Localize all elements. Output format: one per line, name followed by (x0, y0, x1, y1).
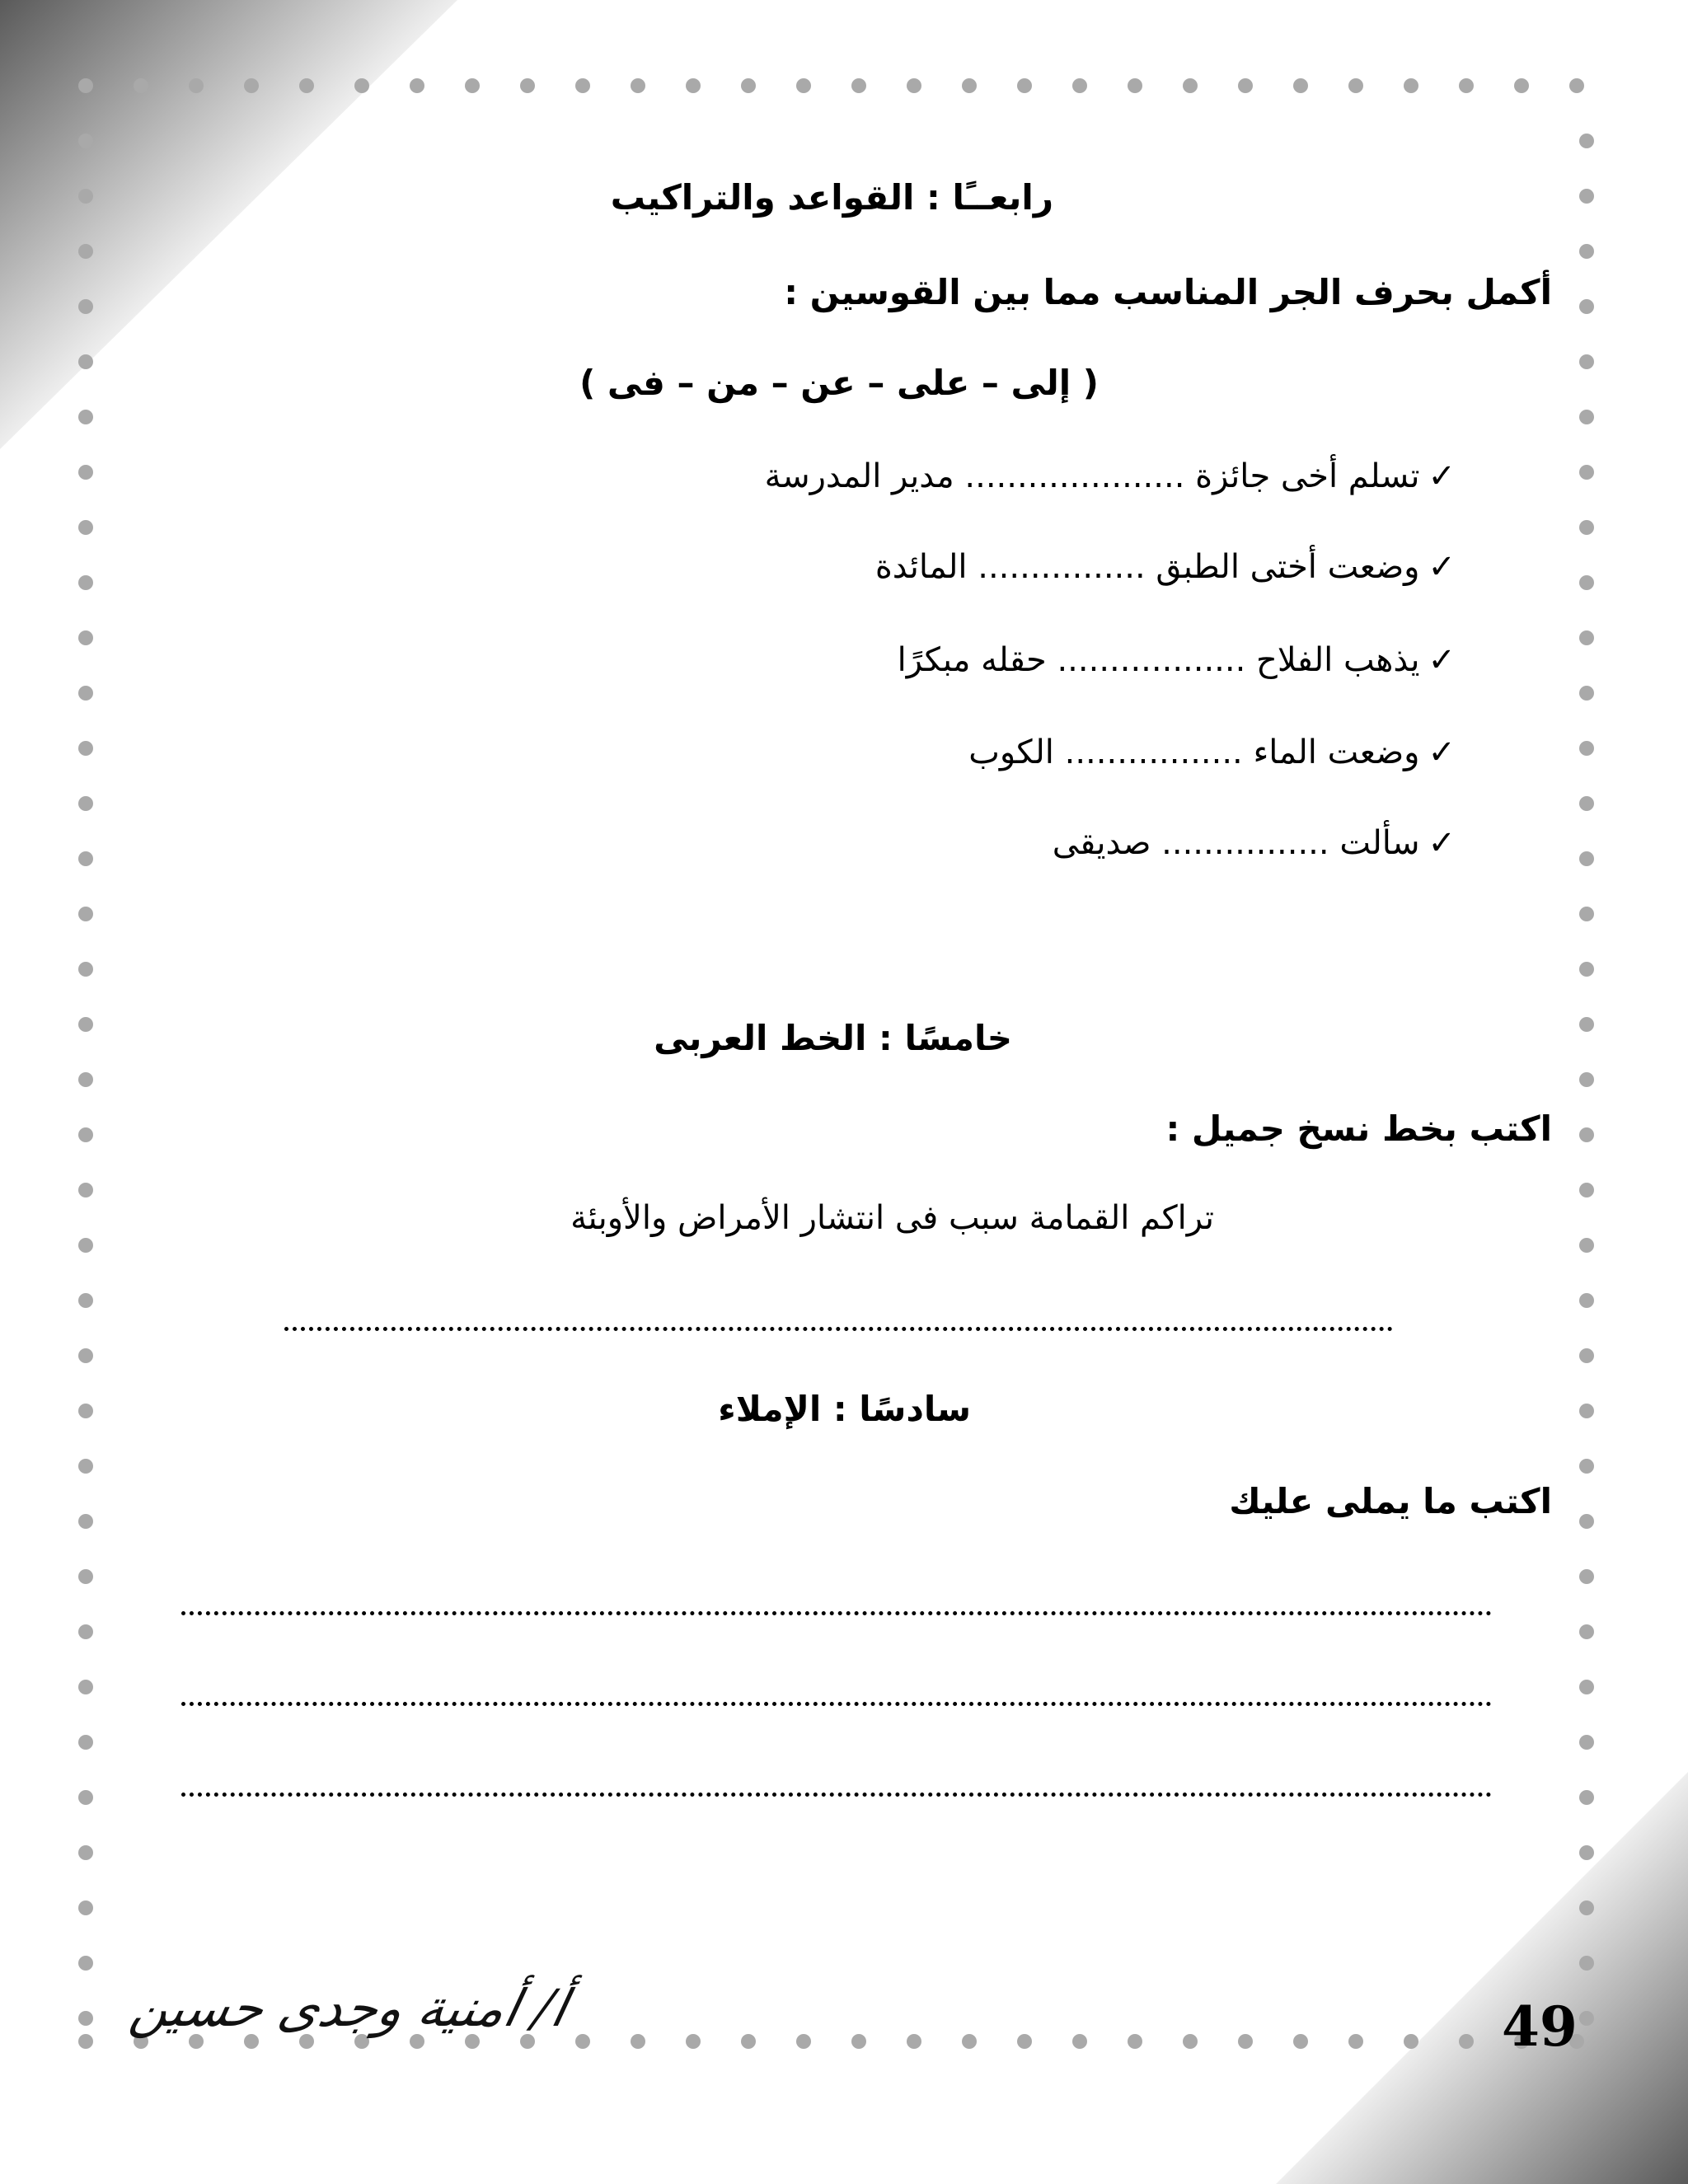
border-dot (1579, 2011, 1594, 2026)
border-dot (1579, 1680, 1594, 1694)
border-dot (78, 1459, 93, 1474)
check-mark-icon: ✓ (1428, 733, 1456, 771)
border-dot (244, 78, 259, 93)
border-dot (575, 2034, 590, 2049)
border-dot (78, 189, 93, 204)
border-dot (1128, 2034, 1142, 2049)
exercise-item (1053, 824, 1456, 862)
border-dot (1459, 78, 1474, 93)
border-dot (1579, 1569, 1594, 1584)
border-dot (631, 2034, 645, 2049)
border-dot (796, 78, 811, 93)
border-dot (78, 1404, 93, 1418)
border-dot (78, 1348, 93, 1363)
border-dot (1579, 1127, 1594, 1142)
border-dot (796, 2034, 811, 2049)
border-dot (631, 78, 645, 93)
border-dot (78, 465, 93, 480)
section6-instruction: اكتب ما يملى عليك (1229, 1481, 1552, 1521)
section4-options: ( إلى – على – عن – من – فى ) (579, 363, 1099, 403)
border-dot (78, 1514, 93, 1529)
writing-line (284, 1327, 1393, 1331)
border-dot (1183, 2034, 1198, 2049)
border-dot (907, 78, 921, 93)
border-dot (1579, 354, 1594, 369)
border-dot (1348, 2034, 1363, 2049)
border-dot (78, 1790, 93, 1805)
border-dot (78, 2011, 93, 2026)
section6-title: سادسًا : الإملاء (718, 1389, 971, 1429)
border-dot (1579, 741, 1594, 756)
border-dot (78, 1017, 93, 1032)
exercise-item (968, 733, 1456, 771)
border-dot (1072, 2034, 1087, 2049)
border-dot (1579, 1624, 1594, 1639)
border-dot (962, 2034, 977, 2049)
border-dot (78, 962, 93, 977)
border-dot (1579, 1183, 1594, 1197)
border-dot (1579, 962, 1594, 977)
border-dot (299, 78, 314, 93)
check-mark-icon: ✓ (1428, 641, 1456, 679)
border-dot (78, 1956, 93, 1971)
border-dot (1293, 2034, 1308, 2049)
border-dot (78, 410, 93, 424)
border-dot (78, 907, 93, 921)
border-dot (1348, 78, 1363, 93)
section4-title: رابعــًا : القواعد والتراكيب (610, 177, 1053, 218)
bottom-right-corner-decoration (1276, 1772, 1688, 2184)
border-dot (78, 1624, 93, 1639)
border-dot (78, 1735, 93, 1750)
exercise-item-text: سألت ................ صديقى (1052, 824, 1420, 862)
border-dot (1579, 686, 1594, 701)
top-left-corner-decoration (0, 0, 462, 462)
border-dot (1238, 2034, 1253, 2049)
exercise-item (765, 457, 1456, 495)
border-dot (741, 78, 756, 93)
border-dot (1579, 244, 1594, 259)
border-dot (78, 78, 93, 93)
border-dot (1072, 78, 1087, 93)
border-dot (1579, 189, 1594, 204)
border-dot (1404, 2034, 1418, 2049)
border-dot (1017, 2034, 1032, 2049)
border-dot (410, 78, 424, 93)
calligraphy-sentence: تراكم القمامة سبب فى انتشار الأمراض والأوبئة (570, 1199, 1214, 1237)
border-dot (1579, 1404, 1594, 1418)
border-dot (134, 78, 148, 93)
border-dot (1128, 78, 1142, 93)
border-dot (78, 1293, 93, 1308)
section5-instruction: اكتب بخط نسخ جميل : (1165, 1108, 1552, 1149)
border-dot (78, 354, 93, 369)
border-dot (78, 796, 93, 811)
section4-instruction: أكمل بحرف الجر المناسب مما بين القوسين : (784, 272, 1552, 312)
border-dot (1459, 2034, 1474, 2049)
border-dot (78, 1183, 93, 1197)
check-mark-icon: ✓ (1428, 457, 1456, 495)
exercise-item (875, 548, 1456, 586)
border-dot (78, 1127, 93, 1142)
border-dot (1238, 78, 1253, 93)
border-dot (1579, 520, 1594, 535)
border-dot (1579, 1900, 1594, 1915)
border-dot (741, 2034, 756, 2049)
border-dot (1579, 1348, 1594, 1363)
check-mark-icon: ✓ (1428, 548, 1456, 586)
border-dot (1579, 796, 1594, 811)
border-dot (78, 630, 93, 645)
border-dot (78, 1680, 93, 1694)
border-dot (1579, 851, 1594, 866)
border-dot (1579, 1293, 1594, 1308)
border-dot (78, 741, 93, 756)
exercise-item-text: يذهب الفلاح .................. حقله مبكرًا (897, 641, 1420, 679)
writing-line (181, 1793, 1492, 1797)
border-dot (78, 244, 93, 259)
border-dot (1579, 410, 1594, 424)
border-dot (575, 78, 590, 93)
border-dot (1017, 78, 1032, 93)
border-dot (78, 2034, 93, 2049)
border-dot (354, 78, 369, 93)
border-dot (78, 1900, 93, 1915)
border-dot (78, 575, 93, 590)
border-dot (1579, 465, 1594, 480)
border-dot (1579, 575, 1594, 590)
border-dot (1579, 630, 1594, 645)
exercise-item-text: تسلم أخى جائزة ..................... مدير المدرسة (764, 457, 1420, 495)
border-dot (1579, 1845, 1594, 1860)
section5-title: خامسًا : الخط العربى (654, 1018, 1012, 1058)
border-dot (1183, 78, 1198, 93)
border-dot (1579, 1017, 1594, 1032)
border-dot (1514, 78, 1529, 93)
border-dot (78, 1569, 93, 1584)
border-dot (189, 78, 204, 93)
border-dot (1579, 1956, 1594, 1971)
exercise-item-text: وضعت أختى الطبق ................ المائدة (874, 548, 1420, 586)
border-dot (78, 299, 93, 314)
border-dot (78, 520, 93, 535)
border-dot (520, 78, 535, 93)
border-dot (907, 2034, 921, 2049)
border-dot (78, 686, 93, 701)
writing-line (181, 1702, 1492, 1706)
border-dot (686, 78, 701, 93)
border-dot (1579, 1459, 1594, 1474)
writing-line (181, 1611, 1492, 1615)
border-dot (78, 1238, 93, 1253)
border-dot (78, 1072, 93, 1087)
exercise-item (898, 641, 1456, 679)
exercise-item-text: وضعت الماء ................. الكوب (968, 733, 1420, 771)
border-dot (1579, 134, 1594, 148)
border-dot (465, 78, 480, 93)
author-signature: أ/ أمنية وجدى حسين (125, 1978, 573, 2038)
border-dot (1579, 1238, 1594, 1253)
border-dot (1579, 1072, 1594, 1087)
border-dot (1579, 1790, 1594, 1805)
border-dot (1579, 1514, 1594, 1529)
border-dot (78, 134, 93, 148)
border-dot (851, 78, 866, 93)
border-dot (1579, 907, 1594, 921)
border-dot (1404, 78, 1418, 93)
border-dot (78, 1845, 93, 1860)
border-dot (962, 78, 977, 93)
check-mark-icon: ✓ (1428, 824, 1456, 862)
border-dot (851, 2034, 866, 2049)
border-dot (1293, 78, 1308, 93)
border-dot (686, 2034, 701, 2049)
page-number: 49 (1502, 1994, 1578, 2059)
border-dot (78, 851, 93, 866)
border-dot (1579, 1735, 1594, 1750)
border-dot (1579, 299, 1594, 314)
border-dot (1569, 78, 1584, 93)
